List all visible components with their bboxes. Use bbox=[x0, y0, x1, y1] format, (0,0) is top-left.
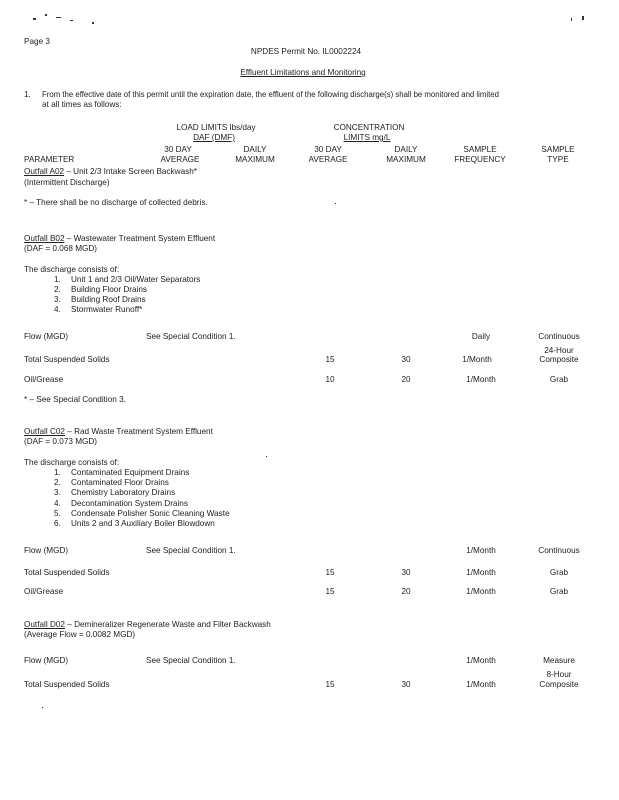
outfall-d02-heading bbox=[24, 620, 271, 630]
list-item-number: 4. bbox=[54, 305, 61, 314]
d02-flow-parameter: Flow (MGD) bbox=[24, 656, 69, 665]
outfall-b02-note: * – See Special Condition 3. bbox=[24, 395, 126, 404]
scan-mark bbox=[335, 203, 336, 204]
outfall-b02-consists: The discharge consists of: bbox=[24, 265, 120, 274]
list-item-number: 4. bbox=[54, 499, 61, 508]
c02-tss-parameter: Total Suspended Solids bbox=[24, 568, 110, 577]
list-item: Units 2 and 3 Auxiliary Boiler Blowdown bbox=[71, 519, 215, 528]
col-daily-max-load-top: DAILY bbox=[243, 145, 267, 154]
outfall-a02-heading bbox=[24, 167, 197, 177]
col-parameter: PARAMETER bbox=[24, 155, 75, 164]
outfall-d02-title: – Demineralizer Regenerate Waste and Filter Backwash bbox=[64, 620, 271, 629]
c02-flow-parameter: Flow (MGD) bbox=[24, 546, 69, 555]
col-30day-avg-load-top: 30 DAY bbox=[164, 145, 192, 154]
col-30day-avg-conc-top: 30 DAY bbox=[314, 145, 342, 154]
intro-number: 1. bbox=[24, 90, 31, 99]
b02-tss-frequency: 1/Month bbox=[462, 355, 492, 364]
b02-tss-type-bottom: Composite bbox=[539, 355, 579, 364]
outfall-c02-title: – Rad Waste Treatment System Effluent bbox=[64, 427, 213, 436]
d02-tss-avg: 15 bbox=[325, 680, 335, 689]
outfall-b02-subtitle: (DAF = 0.068 MGD) bbox=[24, 244, 98, 253]
b02-tss-parameter: Total Suspended Solids bbox=[24, 355, 110, 364]
c02-flow-special: See Special Condition 1. bbox=[146, 546, 236, 555]
b02-oil-frequency: 1/Month bbox=[466, 375, 496, 384]
b02-flow-frequency: Daily bbox=[471, 332, 491, 341]
c02-oil-parameter: Oil/Grease bbox=[24, 587, 64, 596]
outfall-a02-id: Outfall A02 bbox=[24, 167, 65, 176]
outfall-c02-subtitle: (DAF = 0.073 MGD) bbox=[24, 437, 98, 446]
col-daily-max-conc-bottom: MAXIMUM bbox=[386, 155, 426, 164]
outfall-b02-title: – Wastewater Treatment System Effluent bbox=[64, 234, 216, 243]
c02-flow-type: Continuous bbox=[538, 546, 580, 555]
c02-oil-max: 20 bbox=[401, 587, 411, 596]
col-30day-avg-conc-bottom: AVERAGE bbox=[308, 155, 348, 164]
b02-tss-max: 30 bbox=[401, 355, 411, 364]
b02-oil-type: Grab bbox=[549, 375, 569, 384]
col-sample-type-top: SAMPLE bbox=[541, 145, 575, 154]
scan-mark bbox=[92, 22, 94, 24]
intro-text-line1: From the effective date of this permit until the expiration date, the effluent of the following discharge(s) shall be monitored and limited bbox=[42, 90, 499, 99]
d02-flow-special: See Special Condition 1. bbox=[146, 656, 236, 665]
list-item-number: 1. bbox=[54, 468, 61, 477]
outfall-c02-consists: The discharge consists of: bbox=[24, 458, 120, 467]
scan-mark bbox=[571, 18, 572, 21]
c02-tss-avg: 15 bbox=[325, 568, 335, 577]
c02-tss-type: Grab bbox=[549, 568, 569, 577]
section-title: Effluent Limitations and Monitoring bbox=[240, 68, 366, 77]
list-item: Decontamination System Drains bbox=[71, 499, 188, 508]
limits-label: LIMITS mg/L bbox=[343, 133, 391, 142]
outfall-d02-id: Outfall D02 bbox=[24, 620, 65, 629]
b02-flow-type: Continuous bbox=[538, 332, 580, 341]
b02-flow-parameter: Flow (MGD) bbox=[24, 332, 69, 341]
outfall-d02-subtitle: (Average Flow = 0.0082 MGD) bbox=[24, 630, 136, 639]
list-item: Unit 1 and 2/3 Oil/Water Separators bbox=[71, 275, 201, 284]
list-item: Chemistry Laboratory Drains bbox=[71, 488, 176, 497]
d02-tss-frequency: 1/Month bbox=[466, 680, 496, 689]
outfall-b02-heading bbox=[24, 234, 215, 244]
outfall-c02-heading bbox=[24, 427, 213, 437]
page-label: Page 3 bbox=[24, 37, 50, 46]
c02-oil-frequency: 1/Month bbox=[466, 587, 496, 596]
load-limits-heading: LOAD LIMITS lbs/day bbox=[176, 123, 256, 132]
d02-tss-type-top: 8-Hour bbox=[546, 670, 572, 679]
b02-oil-max: 20 bbox=[401, 375, 411, 384]
list-item-number: 3. bbox=[54, 488, 61, 497]
list-item-number: 5. bbox=[54, 509, 61, 518]
list-item-number: 3. bbox=[54, 295, 61, 304]
col-daily-max-load-bottom: MAXIMUM bbox=[235, 155, 275, 164]
daf-label: DAF (DMF) bbox=[193, 133, 235, 142]
outfall-a02-subtitle: (Intermittent Discharge) bbox=[24, 178, 110, 187]
c02-tss-max: 30 bbox=[401, 568, 411, 577]
scan-mark bbox=[42, 707, 43, 708]
b02-oil-avg: 10 bbox=[325, 375, 335, 384]
intro-text-line2: at all times as follows: bbox=[42, 100, 122, 109]
list-item: Condensate Polisher Sonic Cleaning Waste bbox=[71, 509, 230, 518]
list-item-number: 2. bbox=[54, 478, 61, 487]
scan-mark bbox=[45, 14, 47, 16]
list-item: Contaminated Floor Drains bbox=[71, 478, 169, 487]
d02-tss-parameter: Total Suspended Solids bbox=[24, 680, 110, 689]
c02-oil-type: Grab bbox=[549, 587, 569, 596]
b02-oil-parameter: Oil/Grease bbox=[24, 375, 64, 384]
list-item: Contaminated Equipment Drains bbox=[71, 468, 190, 477]
permit-title: NPDES Permit No. IL0002224 bbox=[250, 47, 362, 56]
c02-tss-frequency: 1/Month bbox=[466, 568, 496, 577]
list-item-number: 2. bbox=[54, 285, 61, 294]
outfall-b02-id: Outfall B02 bbox=[24, 234, 65, 243]
b02-flow-special: See Special Condition 1. bbox=[146, 332, 236, 341]
list-item: Building Floor Drains bbox=[71, 285, 147, 294]
list-item-number: 1. bbox=[54, 275, 61, 284]
col-30day-avg-load-bottom: AVERAGE bbox=[160, 155, 200, 164]
col-sample-frequency-top: SAMPLE bbox=[463, 145, 497, 154]
scan-mark bbox=[582, 16, 584, 20]
list-item-number: 6. bbox=[54, 519, 61, 528]
d02-tss-max: 30 bbox=[401, 680, 411, 689]
scan-mark bbox=[266, 456, 267, 457]
outfall-a02-note: * – There shall be no discharge of collected debris. bbox=[24, 198, 208, 207]
concentration-heading: CONCENTRATION bbox=[333, 123, 405, 132]
outfall-a02-title: – Unit 2/3 Intake Screen Backwash* bbox=[64, 167, 197, 176]
c02-flow-frequency: 1/Month bbox=[466, 546, 496, 555]
list-item: Stormwater Runoff* bbox=[71, 305, 143, 314]
col-daily-max-conc-top: DAILY bbox=[394, 145, 418, 154]
d02-flow-type: Measure bbox=[543, 656, 575, 665]
c02-oil-avg: 15 bbox=[325, 587, 335, 596]
d02-tss-type-bottom: Composite bbox=[539, 680, 579, 689]
scan-mark bbox=[56, 17, 61, 18]
b02-tss-avg: 15 bbox=[325, 355, 335, 364]
scan-mark bbox=[33, 18, 36, 20]
outfall-c02-id: Outfall C02 bbox=[24, 427, 65, 436]
list-item: Building Roof Drains bbox=[71, 295, 146, 304]
b02-tss-type-top: 24-Hour bbox=[544, 346, 574, 355]
d02-flow-frequency: 1/Month bbox=[466, 656, 496, 665]
col-sample-frequency-bottom: FREQUENCY bbox=[454, 155, 506, 164]
scan-mark bbox=[70, 20, 73, 21]
col-sample-type-bottom: TYPE bbox=[547, 155, 569, 164]
